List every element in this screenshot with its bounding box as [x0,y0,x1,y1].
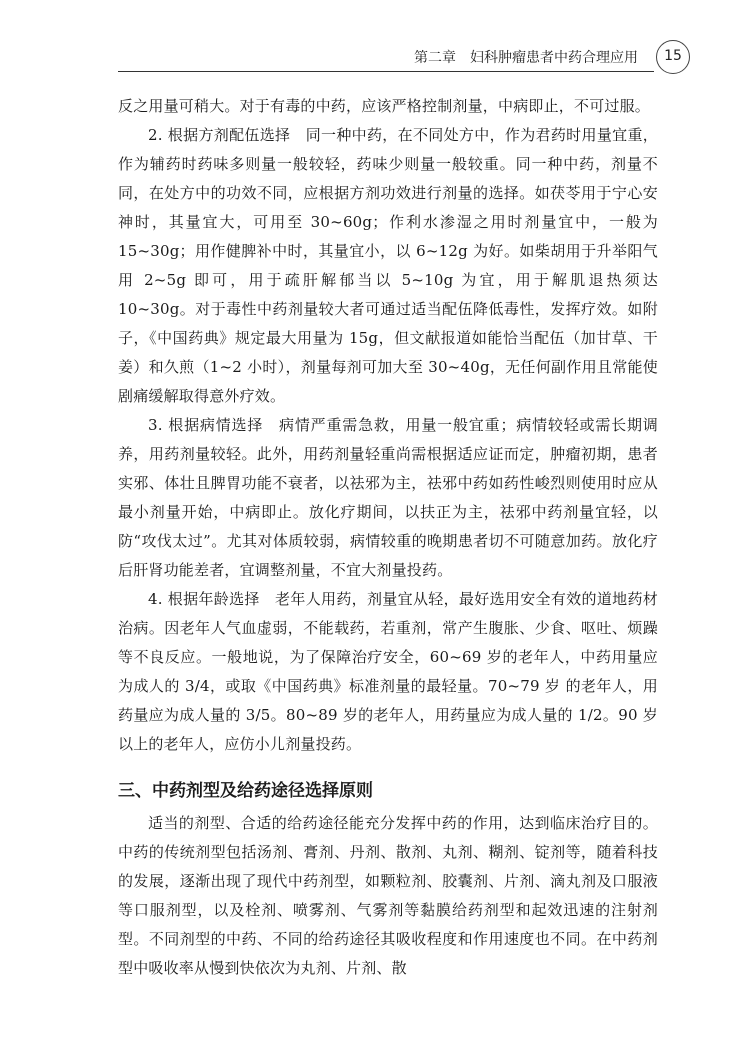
paragraph-continuation: 反之用量可稍大。对于有毒的中药，应该严格控制剂量，中病即止，不可过服。 [118,97,651,115]
paragraph-disease-condition: 3. 根据病情选择 病情严重需急救，用量一般宜重；病情较轻或需长期调养，用药剂量较轻。此外，用药剂量轻重尚需根据适应证而定，肿瘤初期，患者实邪、体壮且脾胃功能不衰者，以祛邪为主，祛邪中药如药性峻烈则使用时应从最小剂量开始，中病即止。放化疗期间，以扶正为主，祛邪中药剂量宜轻，以防“攻伐太过”。尤其对体质较弱，病情较重的晚期患者切不可随意加药。放化疗后肝肾功能差者，宜调整剂量，不宜大剂量投药。 [118,416,658,579]
paragraph-dosage-forms: 适当的剂型、合适的给药途径能充分发挥中药的作用，达到临床治疗目的。中药的传统剂型包括汤剂、膏剂、丹剂、散剂、丸剂、糊剂、锭剂等，随着科技的发展，逐渐出现了现代中药剂型，如颗粒剂、胶囊剂、片剂、滴丸剂及口服液等口服剂型，以及栓剂、喷雾剂、气雾剂等黏膜给药剂型和起效迅速的注射剂型。不同剂型的中药、不同的给药途径其吸收程度和作用速度也不同。在中药剂型中吸收率从慢到快依次为丸剂、片剂、散 [118,814,658,977]
header-rule [118,71,654,72]
section-heading: 三、中药剂型及给药途径选择原则 [118,781,373,801]
paragraph-formula-compatibility: 2. 根据方剂配伍选择 同一种中药，在不同处方中，作为君药时用量宜重，作为辅药时药味多则量一般较轻，药味少则量一般较重。同一种中药，剂量不同，在处方中的功效不同，应根据方剂功效进行剂量的选择。如茯苓用于宁心安神时，其量宜大，可用至 30~60g；作利水渗湿之用时剂量宜中，一般为 15~30g；用作健脾补中时，其量宜小，以 6~12g 为好。如柴胡用于升举阳气用 2~5g 即可，用于疏肝解郁当以 5~10g 为宜，用于解肌退热须达 10~30g。对于毒性中药剂量较大者可通过适当配伍降低毒性，发挥疗效。如附子，《中国药典》规定最大用量为 15g，但文献报道如能恰当配伍（加甘草、干姜）和久煎（1~2 小时），剂量每剂可加大至 30~40g，无任何副作用且常能使剧痛缓解取得意外疗效。 [118,126,658,405]
page-body [118,92,658,983]
paragraph-age: 4. 根据年龄选择 老年人用药，剂量宜从轻，最好选用安全有效的道地药材治病。因老年人气血虚弱，不能载药，若重剂，常产生腹胀、少食、呕吐、烦躁等不良反应。一般地说，为了保障治疗安全，60~69 岁的老年人，中药用量应为成人的 3/4，或取《中国药典》标准剂量的最轻量。70~79 岁 的老年人，用药量应为成人量的 3/5。80~89 岁的老年人，用药量应为成人量的 1/2。90 岁以上的老年人，应仿小儿剂量投药。 [118,590,658,753]
chapter-title: 第二章 妇科肿瘤患者中药合理应用 [414,50,638,66]
running-header [118,42,690,72]
page-number: 15 [656,40,690,74]
